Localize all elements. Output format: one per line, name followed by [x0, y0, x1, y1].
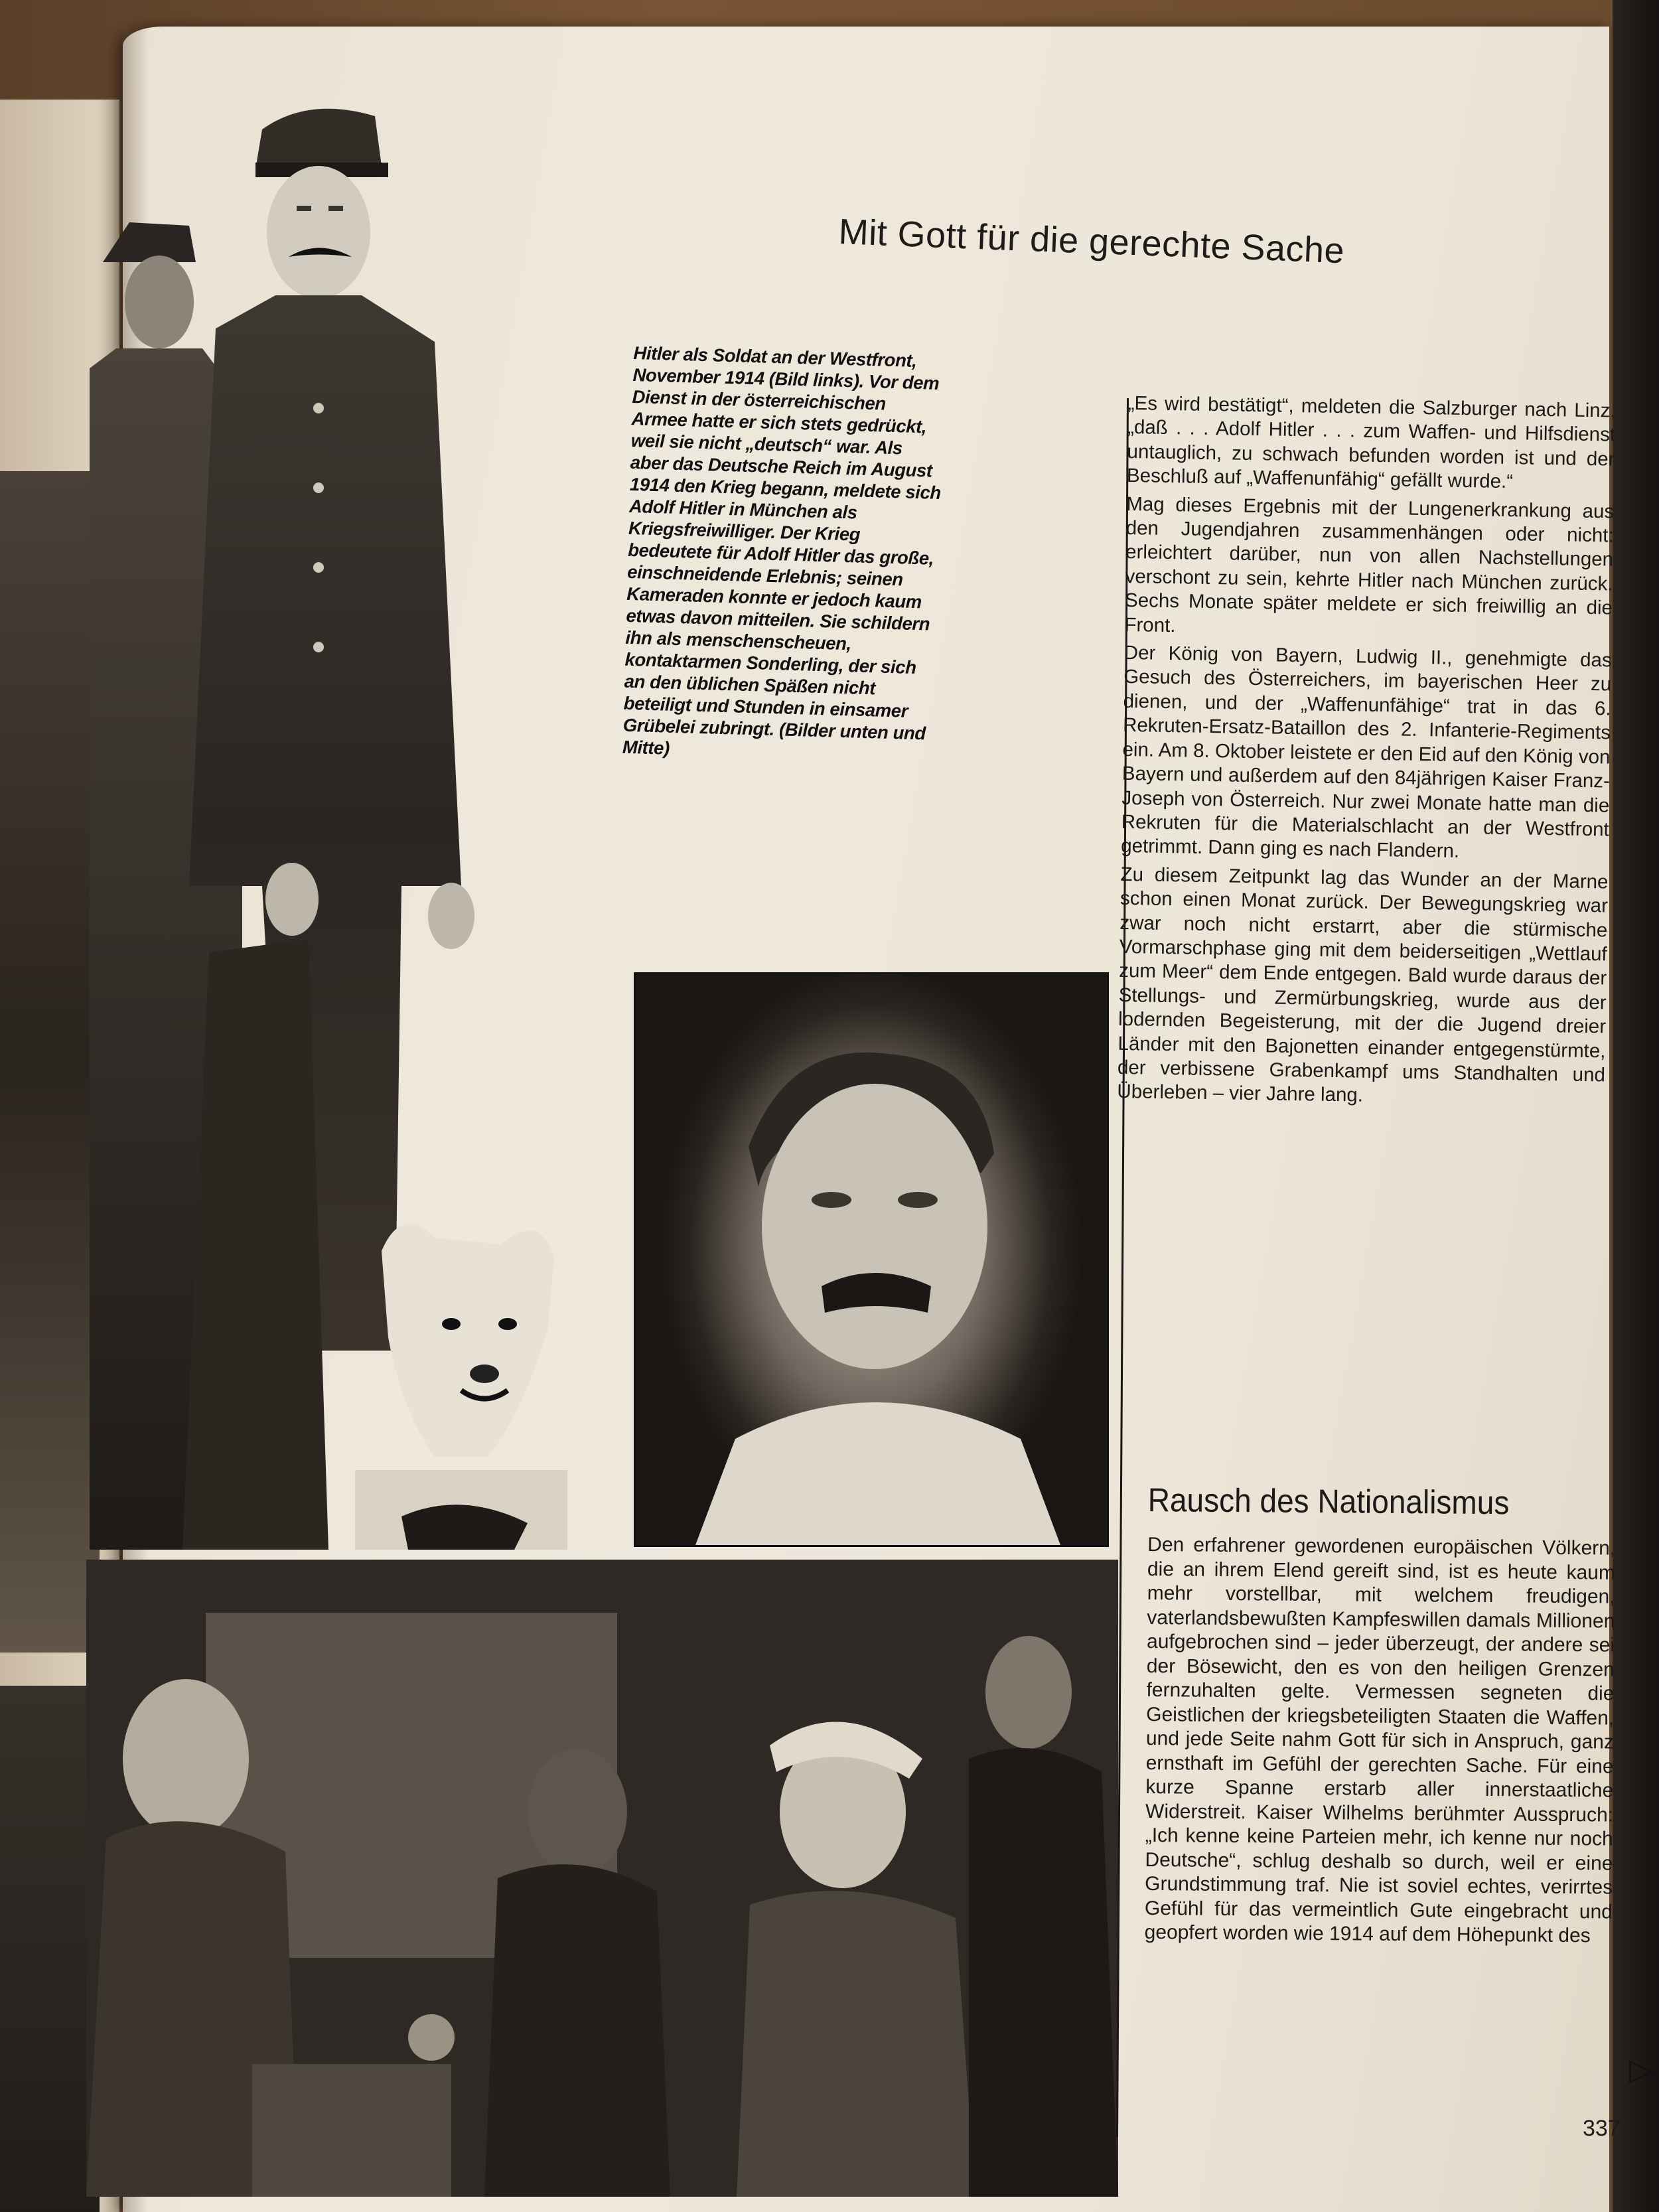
article-paragraph-4: Zu diesem Zeitpunkt lag das Wunder an der Marne schon einen Monat zurück. Der Bewegungskrieg war zwar noch nicht erstarrt, aber die stürmische Vormarschphase ging mit dem beiderseitigen „Wettlauf zum Meer“ dem Ende entgegen. Bald wurde daraus der Stellungs- und Zermürbungskrieg, wurde aus der lodernden Begeisterung, mit der die Jugend dreier Länder mit den Bajonetten einander entgegenstürmte, der verbissene Grabenkampf ums Standhalten und Überleben – vier Jahre lang.: [1117, 863, 1609, 1107]
section-heading: Rausch des Nationalismus: [1147, 1481, 1510, 1522]
article-paragraph-2: Mag dieses Ergebnis mit der Lungenerkrankung aus den Jugendjahren zusammenhängen oder nicht: erleichtert darüber, nun von allen Nachstellungen verschont zu sein, kehrte Hitler nach München zurück. Sechs Monate später meldete er sich freiwillig an die Front.: [1124, 492, 1615, 636]
left-page-photo-lower: [0, 1686, 100, 2212]
photo-hitler-soldier: [90, 90, 620, 1550]
left-page-photo: [0, 471, 100, 1653]
section-paragraph: Den erfahrener gewordenen europäischen Völkern, die an ihrem Elend gereift sind, ist es heute kaum mehr vorstellbar, mit welchem freudigen, vaterlandsbewußten Kampfeswillen damals Millionen aufgebrochen sind – jeder überzeugt, der andere sei der Bösewicht, den es von den heiligen Grenzen fernzuhalten gelte. Vermessen segneten die Geistlichen der kriegsbeteiligten Staaten die Waffen, und jede Seite nahm Gott für sich in Anspruch, ganz ernsthaft im Gefühl der gerechten Sache. Für eine kurze Spanne erstarb aller innerstaatliche Widerstreit. Kaiser Wilhelms berühmter Ausspruch: „Ich kenne keine Parteien mehr, ich kenne nur noch Deutsche“, schlug deshalb so durch, weil er eine Grundstimmung traf. Nie ist soviel echtes, verirrtes Gefühl für das vermeintlich Gute eingebracht und geopfert worden wie 1914 auf dem Höhepunkt des: [1144, 1533, 1616, 1947]
book-cover-edge: [1613, 0, 1659, 2212]
photo-portrait-drawing: [636, 974, 1107, 1545]
photo-group-soldiers: [86, 1560, 1118, 2197]
continue-arrow-icon: ▷: [1629, 2052, 1653, 2087]
article-paragraph-3: Der König von Bayern, Ludwig II., genehmigte das Gesuch des Österreichers, im bayerischen Heer zu dienen, und der „Waffenunfähige“ trat in das 6. Rekruten-Ersatz-Bataillon des 2. Infanterie-Regiments ein. Am 8. Oktober leistete er den Eid auf den König von Bayern und außerdem auf den 84jährigen Kaiser Franz-Joseph von Österreich. Nur zwei Monate hatte man die Rekruten für die Materialschlacht an der Westfront getrimmt. Dann ging es nach Flandern.: [1120, 642, 1612, 863]
section-column: [1144, 1480, 1615, 1949]
article-paragraph-1: „Es wird bestätigt“, meldeten die Salzburger nach Linz, „daß . . . Adolf Hitler . . . zum Waffen- und Hilfsdienst untauglich, zu schwach befunden worden ist und der Beschluß auf „Waffenunfähig“ gefällt wurde.“: [1126, 392, 1616, 493]
photo-caption: Hitler als Soldat an der Westfront, November 1914 (Bild links). Vor dem Dienst in der österreichischen Armee hatte er sich stets gedrückt, weil sie nicht „deutsch“ war. Als aber das Deutsche Reich im August 1914 den Krieg begann, meldete sich Adolf Hitler in München als Kriegsfreiwilliger. Der Krieg bedeutete für Adolf Hitler das große, einschneidende Erlebnis; seinen Kameraden konnte er jedoch kaum etwas davon mitteilen. Sie schildern ihn als menschenscheuen, kontaktarmen Sonderling, der sich an den üblichen Späßen nicht beteiligt und Stunden in einsamer Grübelei zubringt. (Bilder unten und Mitte): [622, 342, 942, 759]
photo-group-drawing: [86, 1560, 1118, 2197]
page-number: 337: [1583, 2116, 1621, 2141]
article-column: [1117, 392, 1616, 1116]
photo-portrait: [634, 972, 1109, 1547]
page-title: Mit Gott für die gerechte Sache: [837, 211, 1346, 271]
photo-hitler-soldier-drawing: [90, 90, 620, 1550]
